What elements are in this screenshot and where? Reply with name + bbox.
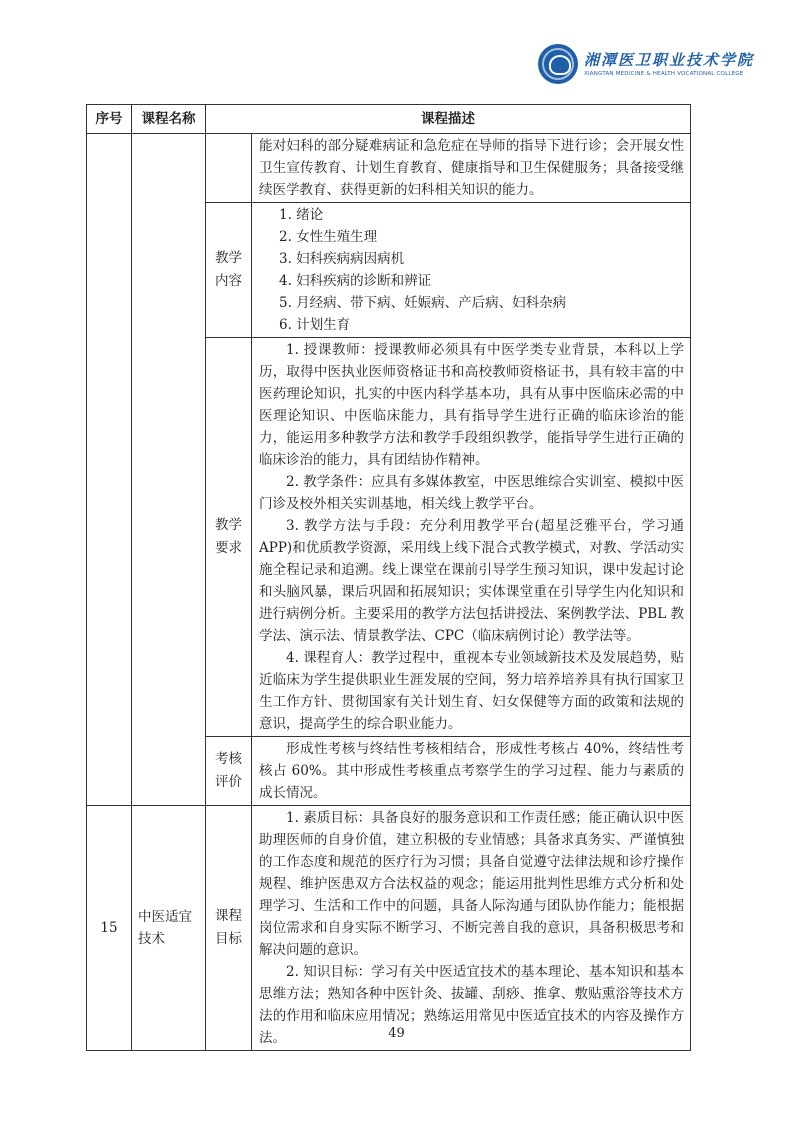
table-row xyxy=(87,134,691,203)
course-name xyxy=(132,806,206,1051)
paragraph: 形成性考核与终结性考核相结合，形成性考核占 40%，终结性考核占 60%。其中形成性考核重点考察学生的学习过程、能力与素质的成长情况。 xyxy=(259,741,684,801)
course-number: 15 xyxy=(87,806,132,1051)
course-table xyxy=(86,104,691,1051)
paragraph: 2. 知识目标：学习有关中医适宜技术的基本理论、基本知识和基本思维方法；熟知各种中医针灸、拔罐、刮痧、推拿、敷贴熏浴等技术方法的作用和临床应用情况；熟练运用常见中医适宜技术的内容及操作方法。 xyxy=(259,964,684,1046)
paragraph: 4. 课程育人：教学过程中，重视本专业领域新技术及发展趋势，贴近临床为学生提供职业生涯发展的空间，努力培养培养具有执行国家卫生工作方针、贯彻国家有关计划生育、妇女保健等方面的政策和法规的意识，提高学生的综合职业能力。 xyxy=(259,650,684,732)
assessment-text xyxy=(252,737,691,806)
college-name-en: XIANGTAN MEDICINE & HEALTH VOCATIONAL COLLEGE xyxy=(584,71,744,77)
course-name-text: 中医适宜技术 xyxy=(138,909,192,947)
column-header-description: 课程描述 xyxy=(206,105,691,134)
paragraph: 2. 教学条件：应具有多媒体教室，中医思维综合实训室、模拟中医门诊及校外相关实训基地，相关线上教学平台。 xyxy=(259,474,684,512)
paragraph: 1. 授课教师：授课教师必须具有中医学类专业背景，本科以上学历，取得中医执业医师资格证书和高校教师资格证书，具有较丰富的中医药理论知识，扎实的中医内科学基本功，具有从事中医临床必需的中医理论知识、中医临床能力，具有指导学生进行正确的临床诊治的能力，能运用多种教学方法和教学手段组织教学，能指导学生进行正确的临床诊治的能力，具有团结协作精神。 xyxy=(259,342,684,468)
requirements-label xyxy=(206,338,252,737)
column-header-course-name: 课程名称 xyxy=(132,105,206,134)
list-item: 6. 计划生育 xyxy=(279,317,351,333)
content-list xyxy=(252,203,691,338)
paragraph: 3. 教学方法与手段：充分利用教学平台(超星泛雅平台，学习通APP)和优质教学资源，采用线上线下混合式教学模式，对教、学活动实施全程记录和追溯。线上课堂在课前引导学生预习知识，课中发起讨论和头脑风暴，课后巩固和拓展知识；实体课堂重在引导学生内化知识和进行病例分析。主要采用的教学方法包括讲授法、案例教学法、PBL 教学法、演示法、情景教学法、CPC（临床病例讨论）教学法等。 xyxy=(259,518,684,644)
goal-text xyxy=(252,806,691,1051)
goal-label xyxy=(206,806,252,1051)
assessment-label xyxy=(206,737,252,806)
college-name-cn: 湘潭医卫职业技术学院 xyxy=(584,51,755,69)
list-item: 1. 绪论 xyxy=(279,207,324,223)
requirements-text xyxy=(252,338,691,737)
list-item: 2. 女性生殖生理 xyxy=(279,229,378,245)
label-text: 教学要求 xyxy=(215,517,242,556)
table-row xyxy=(87,806,691,1051)
college-emblem-icon xyxy=(538,44,578,84)
objectives-tail-text xyxy=(252,134,691,203)
label-text: 考核评价 xyxy=(215,751,242,790)
number-cell-empty xyxy=(87,134,132,806)
table-header-row xyxy=(87,105,691,134)
page-number: 49 xyxy=(388,1026,405,1041)
paragraph: 能对妇科的部分疑难病证和急危症在导师的指导下进行诊；会开展女性卫生宣传教育、计划生育教育、健康指导和卫生保健服务；具备接受继续医学教育、获得更新的妇科相关知识的能力。 xyxy=(259,138,684,198)
label-cell-empty xyxy=(206,134,252,203)
course-name-cell-empty xyxy=(132,134,206,806)
list-item: 5. 月经病、带下病、妊娠病、产后病、妇科杂病 xyxy=(279,295,567,311)
paragraph: 1. 素质目标：具备良好的服务意识和工作责任感；能正确认识中医助理医师的自身价值，建立积极的专业情感；具备求真务实、严谨慎独的工作态度和规范的医疗行为习惯；具备自觉遵守法律法规和诊疗操作规程、维护医患双方合法权益的观念；能运用批判性思维方式分析和处理学习、生活和工作中的问题，具备人际沟通与团队协作能力；能根据岗位需求和自身实际不断学习、不断完善自我的意识，具备积极思考和解决问题的意识。 xyxy=(259,810,684,958)
label-text: 教学内容 xyxy=(215,250,242,289)
label-text: 课程目标 xyxy=(215,908,242,947)
content-label xyxy=(206,203,252,338)
list-item: 3. 妇科疾病病因病机 xyxy=(279,251,405,267)
college-logo xyxy=(538,44,768,88)
column-header-number: 序号 xyxy=(87,105,132,134)
list-item: 4. 妇科疾病的诊断和辨证 xyxy=(279,273,432,289)
